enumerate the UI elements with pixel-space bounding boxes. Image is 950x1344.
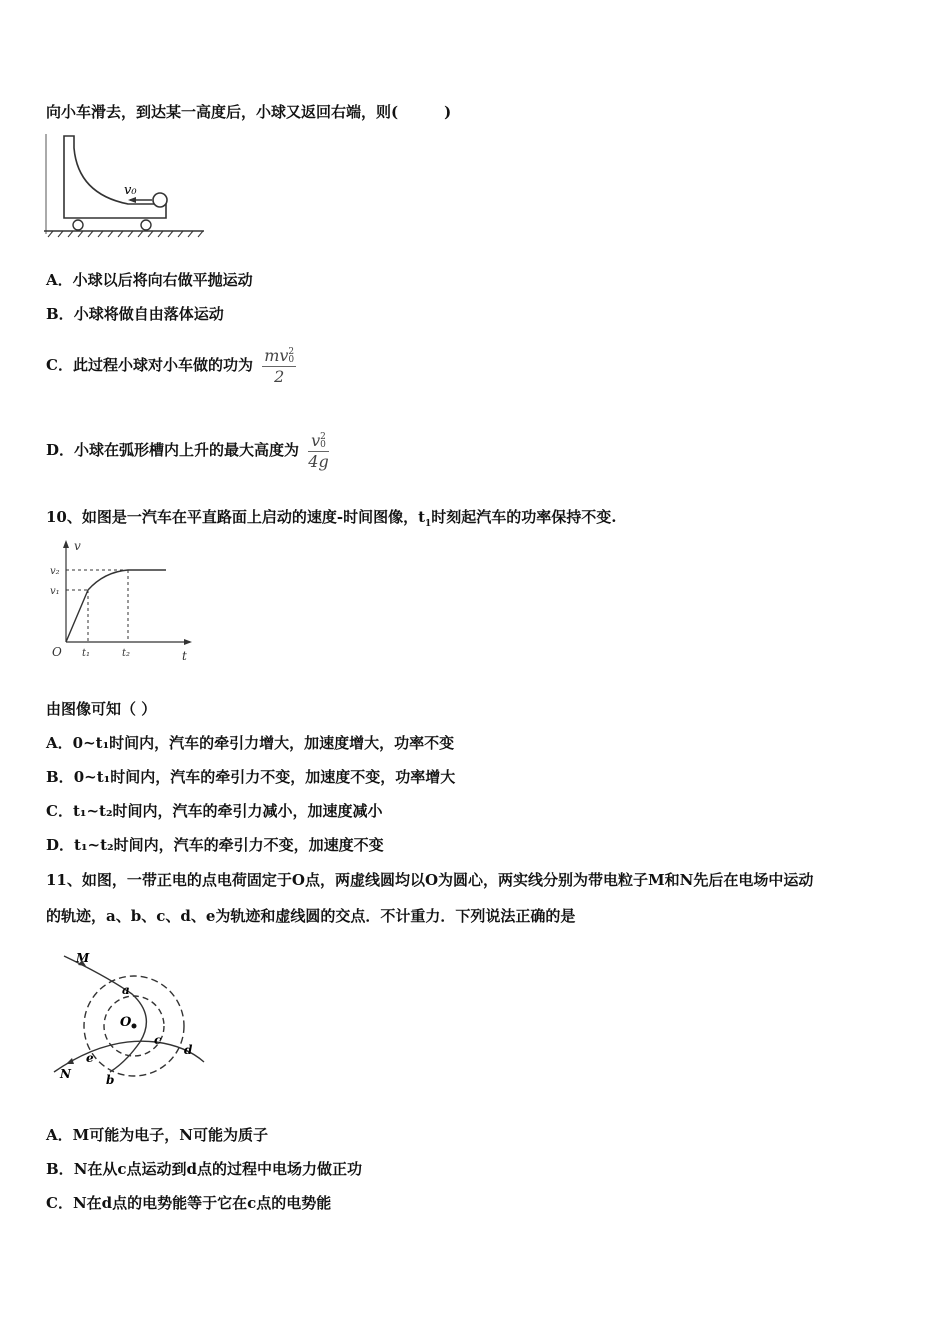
q11-option-a: A．M可能为电子，N可能为质子: [46, 1126, 268, 1144]
svg-text:e: e: [86, 1051, 94, 1065]
svg-text:t: t: [182, 649, 187, 663]
fraction-c: mv 2 0 2: [264, 345, 295, 386]
v0-label: v₀: [124, 183, 137, 198]
q11-field-figure: [46, 946, 210, 1096]
svg-text:t₁: t₁: [82, 648, 91, 659]
q10-option-d: D．t₁~t₂时间内，汽车的牵引力不变，加速度不变: [46, 836, 384, 854]
svg-text:N: N: [60, 1067, 71, 1081]
svg-text:O: O: [52, 645, 62, 659]
q9-option-b: B．小球将做自由落体运动: [46, 305, 224, 323]
svg-text:v₂: v₂: [50, 566, 60, 577]
q10-sub-prompt: 由图像可知（ ）: [46, 700, 157, 718]
q10-option-b: B．0~t₁时间内，汽车的牵引力不变，加速度不变，功率增大: [46, 768, 456, 786]
charge-o-icon: [132, 1024, 137, 1029]
svg-text:t₂: t₂: [122, 648, 131, 659]
ball-icon: [153, 193, 167, 207]
svg-text:c: c: [154, 1033, 162, 1047]
svg-text:d: d: [184, 1043, 193, 1057]
q10-vt-graph: [44, 536, 200, 666]
q9-option-d: D．小球在弧形槽内上升的最大高度为 v 2 0 4g: [46, 430, 329, 471]
q11-stem-line2: 的轨迹，a、b、c、d、e为轨迹和虚线圆的交点．不计重力．下列说法正确的是: [46, 907, 576, 925]
q10-option-a: A．0~t₁时间内，汽车的牵引力增大，加速度增大，功率不变: [46, 734, 455, 752]
q9-cart-figure: [44, 132, 206, 240]
svg-text:M: M: [76, 951, 90, 965]
q11-stem-line1: 11、如图，一带正电的点电荷固定于O点，两虚线圆均以O为圆心，两实线分别为带电粒子M和N先后在电场中运动: [46, 871, 814, 889]
svg-text:v: v: [74, 539, 81, 553]
q11-option-c: C．N在d点的电势能等于它在c点的电势能: [46, 1194, 332, 1212]
svg-text:a: a: [122, 983, 130, 997]
svg-text:O: O: [120, 1015, 132, 1030]
q10-option-c: C．t₁~t₂时间内，汽车的牵引力减小，加速度减小: [46, 802, 383, 820]
svg-text:b: b: [106, 1073, 115, 1087]
svg-text:v₁: v₁: [50, 586, 60, 597]
q9-stem: 向小车滑去，到达某一高度后，小球又返回右端，则( ): [46, 103, 452, 121]
fraction-d: v 2 0 4g: [308, 430, 329, 471]
q11-option-b: B．N在从c点运动到d点的过程中电场力做正功: [46, 1160, 363, 1178]
q9-option-c: C．此过程小球对小车做的功为 mv 2 0 2: [46, 345, 295, 386]
q10-stem: 10、如图是一汽车在平直路面上启动的速度-时间图像，$t_1$时刻起汽车的功率保持不变.: [46, 508, 617, 529]
q9-option-a: A．小球以后将向右做平抛运动: [46, 271, 253, 289]
